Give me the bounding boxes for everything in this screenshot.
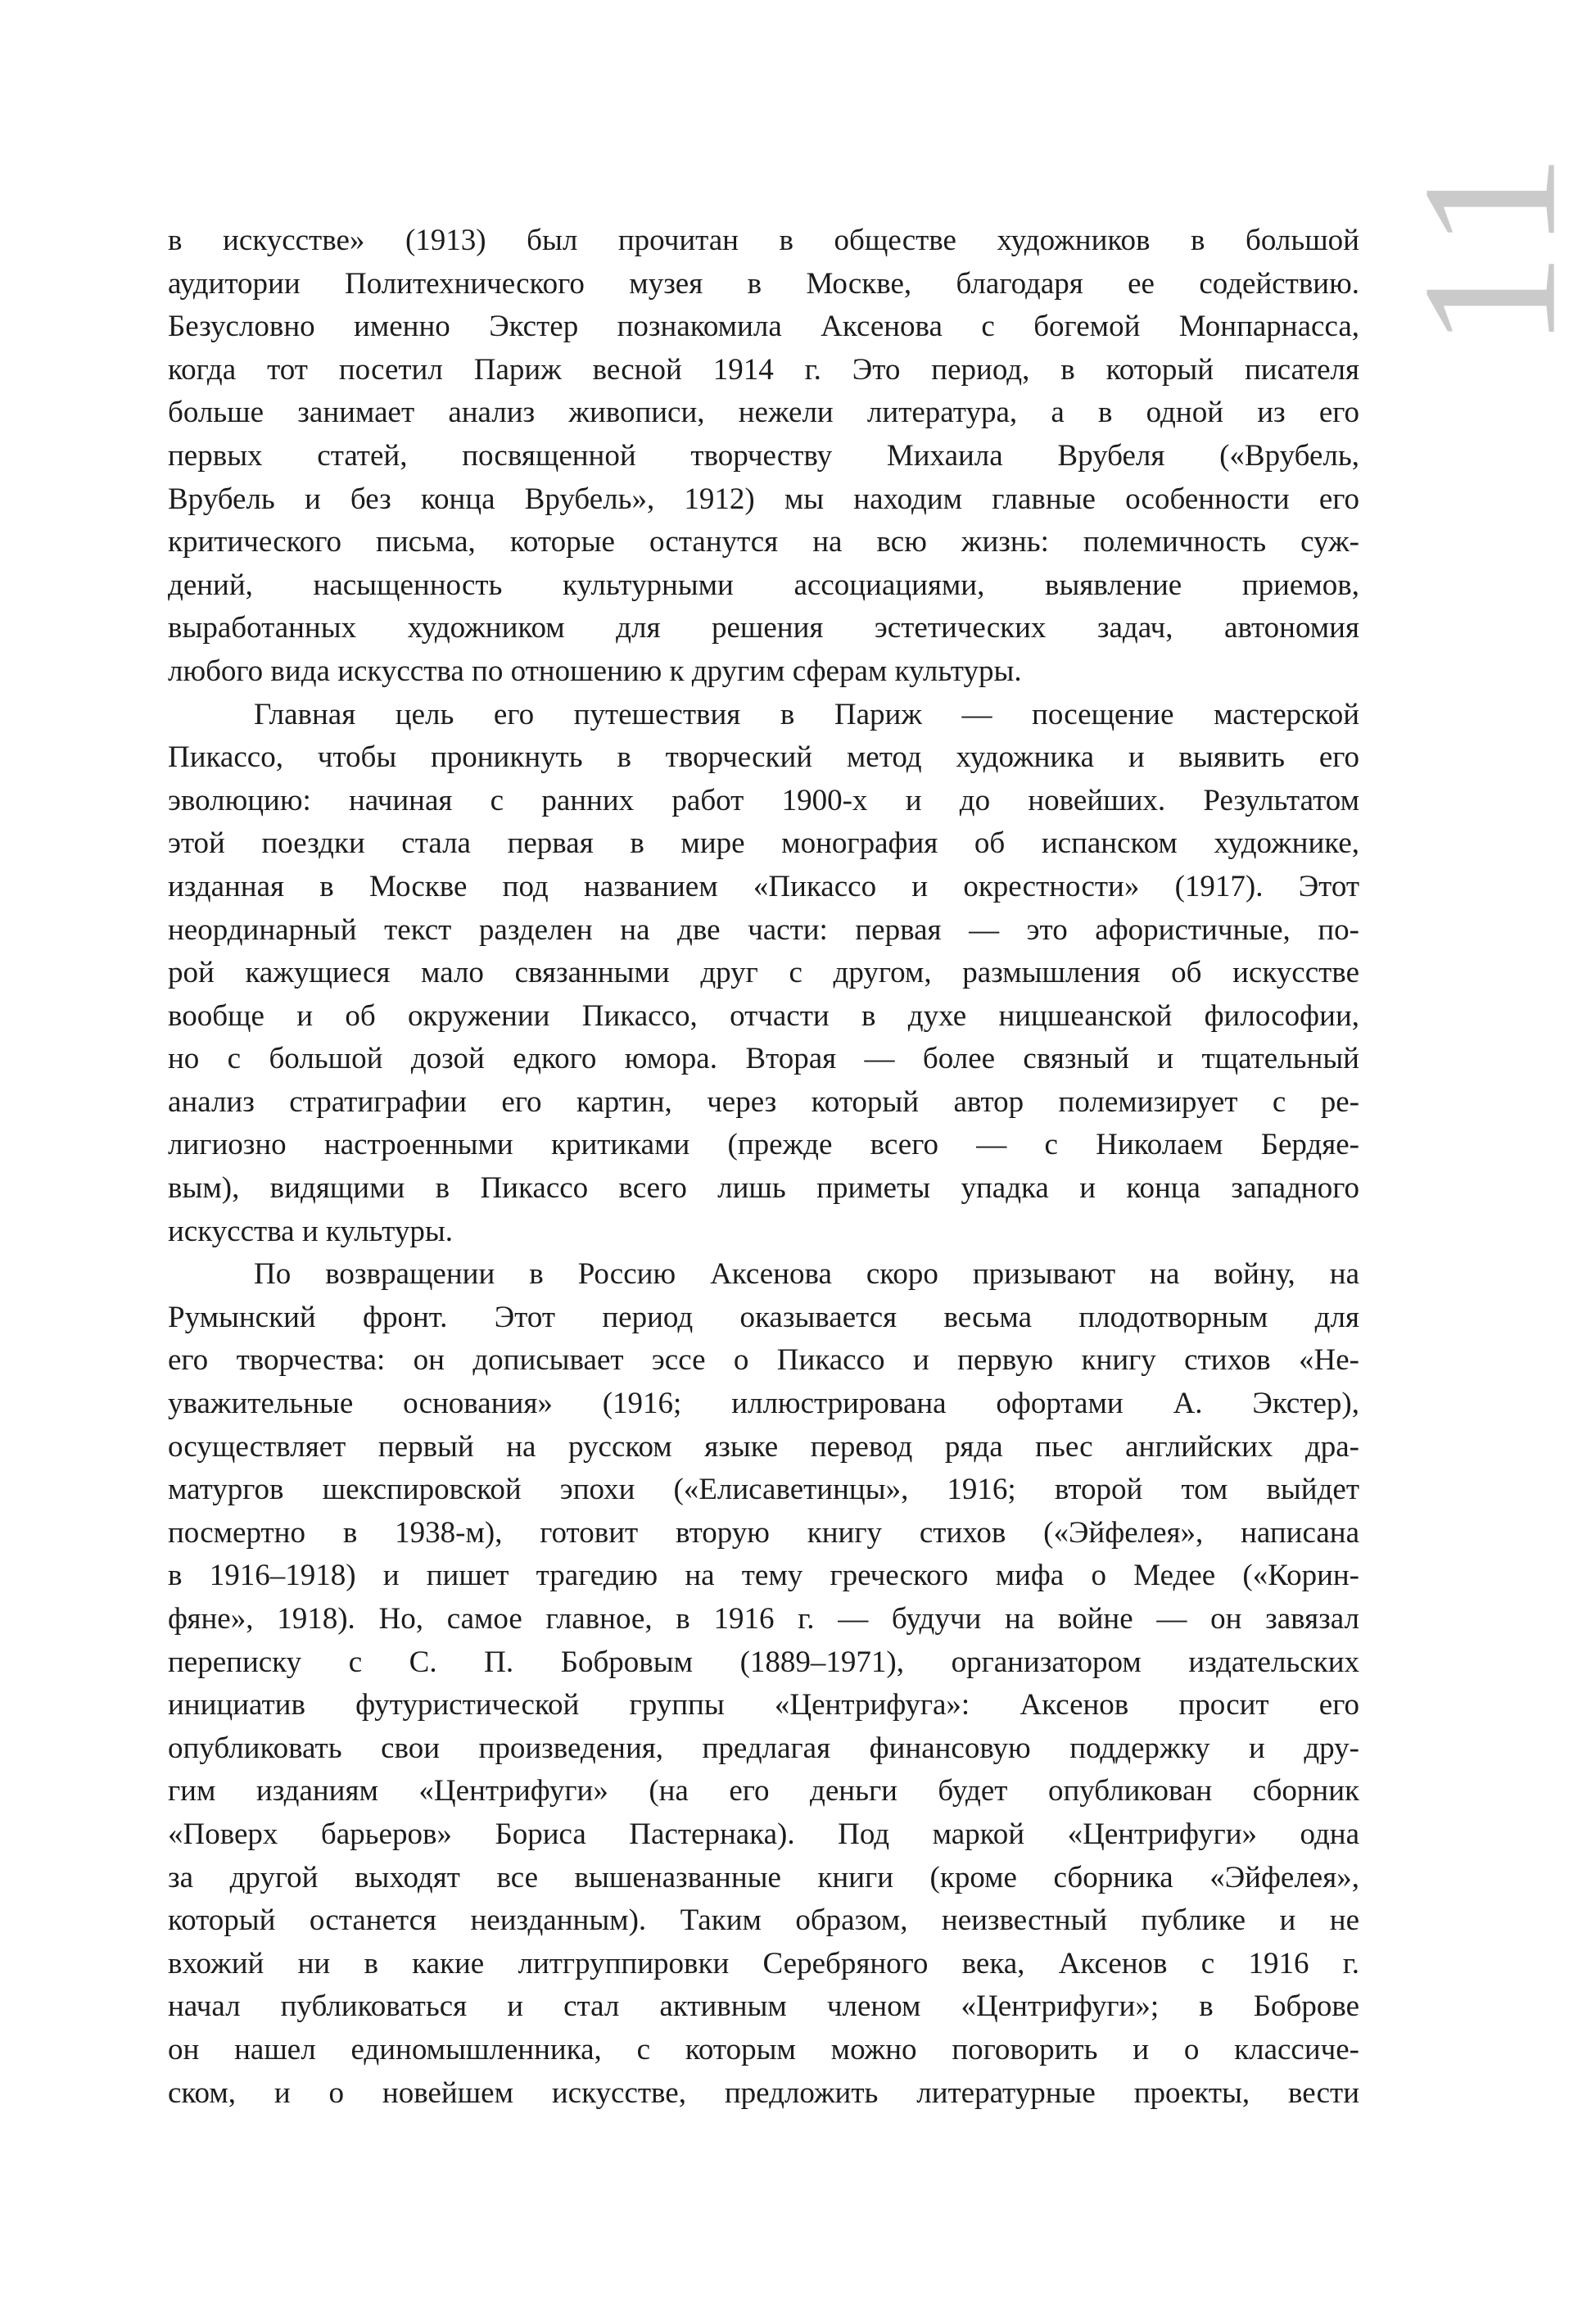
text-line: лигиозно настроенными критиками (прежде всего — с Николаем Бердяе- — [168, 1128, 1359, 1162]
paragraph-2 — [168, 694, 1359, 1254]
text-line: когда тот посетил Париж весной 1914 г. Это период, в который писателя — [168, 352, 1359, 387]
text-line: этой поездки стала первая в мире монография об испанском художнике, — [168, 826, 1359, 861]
text-line: изданная в Москве под названием «Пикассо и окрестности» (1917). Этот — [168, 869, 1359, 903]
text-line: уважительные основания» (1916; иллюстрирована офортами А. Экстер), — [168, 1387, 1359, 1421]
text-line: но с большой дозой едкого юмора. Вторая — более связный и тщательный — [168, 1042, 1359, 1076]
text-line: критического письма, которые останутся на всю жизнь: полемичность суж- — [168, 525, 1359, 559]
page-number-value: 11 — [1382, 143, 1596, 349]
text-line: начал публиковаться и стал активным членом «Центрифуги»; в Боброве — [168, 1989, 1359, 2024]
text-line: больше занимает анализ живописи, нежели литература, а в одной из его — [168, 396, 1359, 430]
text-line: выработанных художником для решения эстетических задач, автономия — [168, 611, 1359, 645]
paragraph-1 — [168, 220, 1359, 694]
text-line: дений, насыщенность культурными ассоциациями, выявление приемов, — [168, 568, 1359, 602]
text-line: матургов шекспировской эпохи («Елисаветинцы», 1916; второй том выйдет — [168, 1473, 1359, 1507]
text-line: По возвращении в Россию Аксенова скоро призывают на войну, на — [254, 1257, 1359, 1292]
text-line: анализ стратиграфии его картин, через который автор полемизирует с ре- — [168, 1084, 1359, 1119]
text-line: в 1916–1918) и пишет трагедию на тему греческого мифа о Медее («Корин- — [168, 1559, 1359, 1593]
text-line: искусства и культуры. — [168, 1214, 453, 1248]
text-line: любого вида искусства по отношению к другим сферам культуры. — [168, 654, 1022, 688]
text-line: Врубель и без конца Врубель», 1912) мы находим главные особенности его — [168, 482, 1359, 516]
text-line: вым), видящими в Пикассо всего лишь приметы упадка и конца западного — [168, 1171, 1359, 1206]
text-line: вообще и об окружении Пикассо, отчасти в духе ницшеанской философии, — [168, 998, 1359, 1033]
text-line: в искусстве» (1913) был прочитан в обществе художников в большой — [168, 224, 1359, 257]
text-line: за другой выходят все вышеназванные книги (кроме сборника «Эйфелея», — [168, 1860, 1359, 1894]
text-line: переписку с С. П. Бобровым (1889–1971), организатором издательских — [168, 1645, 1359, 1679]
text-line: аудитории Политехнического музея в Москве, благодаря ее содействию. — [168, 266, 1359, 301]
text-line: опубликовать свои произведения, предлагая финансовую поддержку и дру- — [168, 1731, 1359, 1765]
text-line: Безусловно именно Экстер познакомила Аксенова с богемой Монпарнасса, — [168, 310, 1359, 344]
text-line: Пикассо, чтобы проникнуть в творческий метод художника и выявить его — [168, 740, 1359, 775]
text-line: рой кажущиеся мало связанными друг с другом, размышления об искусстве — [168, 956, 1359, 990]
text-line: «Поверх барьеров» Бориса Пастернака). Под маркой «Центрифуги» одна — [168, 1817, 1359, 1851]
text-line: посмертно в 1938-м), готовит вторую книгу стихов («Эйфелея», написана — [168, 1515, 1359, 1550]
body-text — [168, 220, 1359, 2115]
page-number — [1382, 82, 1596, 410]
text-line: гим изданиям «Центрифуги» (на его деньги будет опубликован сборник — [168, 1774, 1359, 1808]
text-line: первых статей, посвященной творчеству Михаила Врубеля («Врубель, — [168, 438, 1359, 473]
text-line: инициатив футуристической группы «Центрифуга»: Аксенов просит его — [168, 1688, 1359, 1722]
text-line: Главная цель его путешествия в Париж — посещение мастерской — [254, 697, 1359, 731]
text-line: эволюцию: начиная с ранних работ 1900-х и до новейших. Результатом — [168, 783, 1359, 817]
text-line: который останется неизданным). Таким образом, неизвестный публике и не — [168, 1903, 1359, 1938]
text-line: осуществляет первый на русском языке перевод ряда пьес английских дра- — [168, 1429, 1359, 1464]
text-line: он нашел единомышленника, с которым можно поговорить и о классиче- — [168, 2032, 1359, 2066]
text-line: вхожий ни в какие литгруппировки Серебряного века, Аксенов с 1916 г. — [168, 1946, 1359, 1980]
text-line: Румынский фронт. Этот период оказывается весьма плодотворным для — [168, 1300, 1359, 1334]
paragraph-3 — [168, 1253, 1359, 2115]
text-line: неординарный текст разделен на две части: первая — это афористичные, по- — [168, 912, 1359, 947]
text-line: его творчества: он дописывает эссе о Пикассо и первую книгу стихов «Не- — [168, 1343, 1359, 1378]
text-line: ском, и о новейшем искусстве, предложить литературные проекты, вести — [168, 2075, 1359, 2110]
text-line: фяне», 1918). Но, самое главное, в 1916 г. — будучи на войне — он завязал — [168, 1602, 1359, 1636]
